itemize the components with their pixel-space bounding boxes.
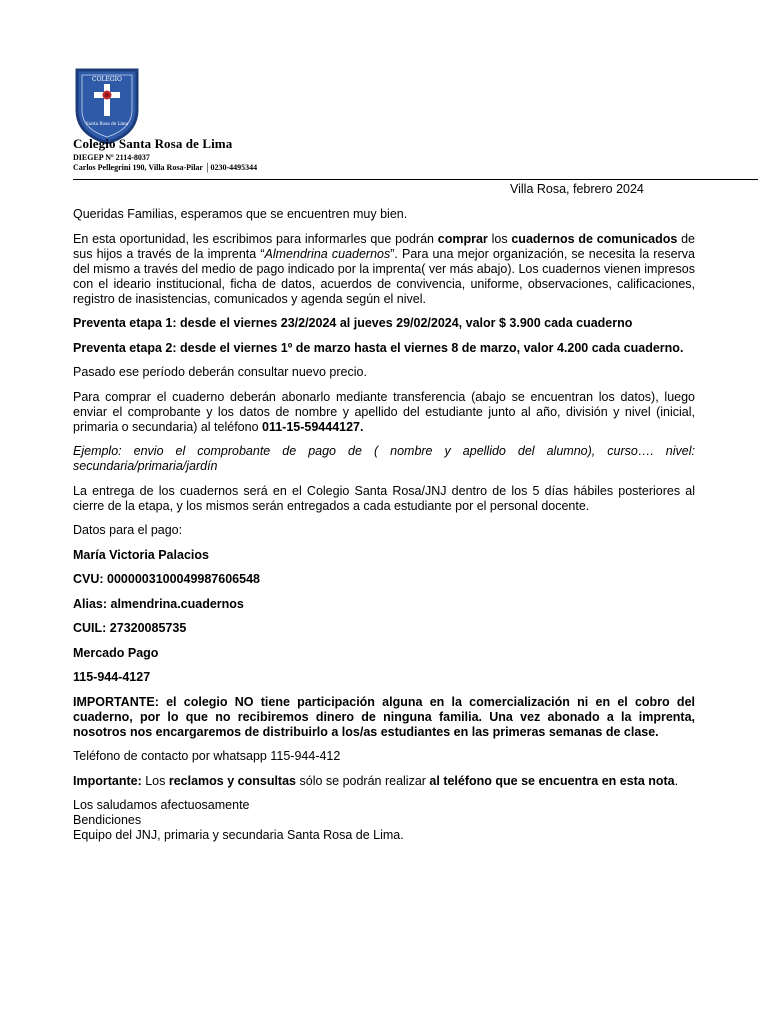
mercado-pago-label: Mercado Pago xyxy=(73,645,159,660)
mercado-pago-phone: 115-944-4127 xyxy=(73,670,151,684)
cuil-number: CUIL: 27320085735 xyxy=(73,621,187,635)
after-period-note: Pasado ese período deberán consultar nuevo precio. xyxy=(73,365,367,379)
letter-body xyxy=(73,207,695,843)
payee-name: María Victoria Palacios xyxy=(73,547,209,562)
purchase-instructions: Para comprar el cuaderno deberán abonarlo mediante transferencia (abajo se encuentran los datos), luego enviar el comprobante y los datos de nombre y apellido del estudiante junto al año, división y nivel (inicial, primaria o secundaria) al teléfono 011-15-59444127. xyxy=(73,389,695,434)
school-registration: DIEGEP Nº 2114-8037 xyxy=(73,153,150,162)
payment-alias: Alias: almendrina.cuadernos xyxy=(73,596,244,611)
blessing-line: Bendiciones xyxy=(73,813,142,827)
school-crest-icon xyxy=(73,66,141,146)
presale-stage-2: Preventa etapa 2: desde el viernes 1º de marzo hasta el viernes 8 de marzo, valor 4.200 cada cuaderno. xyxy=(73,340,684,355)
school-name: Colegio Santa Rosa de Lima xyxy=(73,136,233,151)
intro-paragraph: En esta oportunidad, les escribimos para informarles que podrán comprar los cuadernos de comunicados de sus hijos a través de la imprenta “Almendrina cuadernos”. Para una mejor organización, se necesita la reserva del mismo a través del medio de pago indicado por la imprenta( ver más abajo). Los cuadernos vienen impresos con el ideario institucional, ficha de datos, acuerdos de convivencia, uniforme, observaciones, calificaciones, registro de inasistencias, comunicados y agenda según el nivel. xyxy=(73,231,695,306)
whatsapp-contact: Teléfono de contacto por whatsapp 115-944-412 xyxy=(73,749,341,763)
payment-heading: Datos para el pago: xyxy=(73,523,183,537)
crest-top-text: COLEGIO xyxy=(92,76,122,83)
letter-closing xyxy=(73,798,695,843)
letter-date: Villa Rosa, febrero 2024 xyxy=(510,182,644,196)
example-message: Ejemplo: envio el comprobante de pago de ( nombre y apellido del alumno), curso…. nivel: secundaria/primaria/jardín xyxy=(73,444,695,473)
delivery-info: La entrega de los cuadernos será en el Colegio Santa Rosa/JNJ dentro de los 5 días hábiles posteriores al cierre de la etapa, y los mismos serán entregados a cada estudiante por el personal docente. xyxy=(73,483,695,513)
closing-line: Los saludamos afectuosamente xyxy=(73,798,250,812)
crest-bottom-text: Santa Rosa de Lima xyxy=(85,121,129,126)
important-notice: IMPORTANTE: el colegio NO tiene participación alguna en la comercialización ni en el cobro del cuaderno, por lo que no recibiremos dinero de ninguna familia. Una vez abonado a la imprenta, nosotros nos encargaremos de distribuirlo a los/as estudiantes en las primeras semanas de clase. xyxy=(73,694,695,739)
cvu-number: CVU: 0000003100049987606548 xyxy=(73,572,260,586)
school-address: Carlos Pellegrini 190, Villa Rosa-Pilar │0230-4495344 xyxy=(73,163,258,172)
signature-line: Equipo del JNJ, primaria y secundaria Santa Rosa de Lima. xyxy=(73,828,404,842)
claims-note: Importante: Los reclamos y consultas sólo se podrán realizar al teléfono que se encuentra en esta nota. xyxy=(73,773,679,788)
presale-stage-1: Preventa etapa 1: desde el viernes 23/2/2024 al jueves 29/02/2024, valor $ 3.900 cada cuaderno xyxy=(73,316,633,330)
greeting: Queridas Familias, esperamos que se encuentren muy bien. xyxy=(73,207,408,221)
header-divider xyxy=(73,179,758,180)
